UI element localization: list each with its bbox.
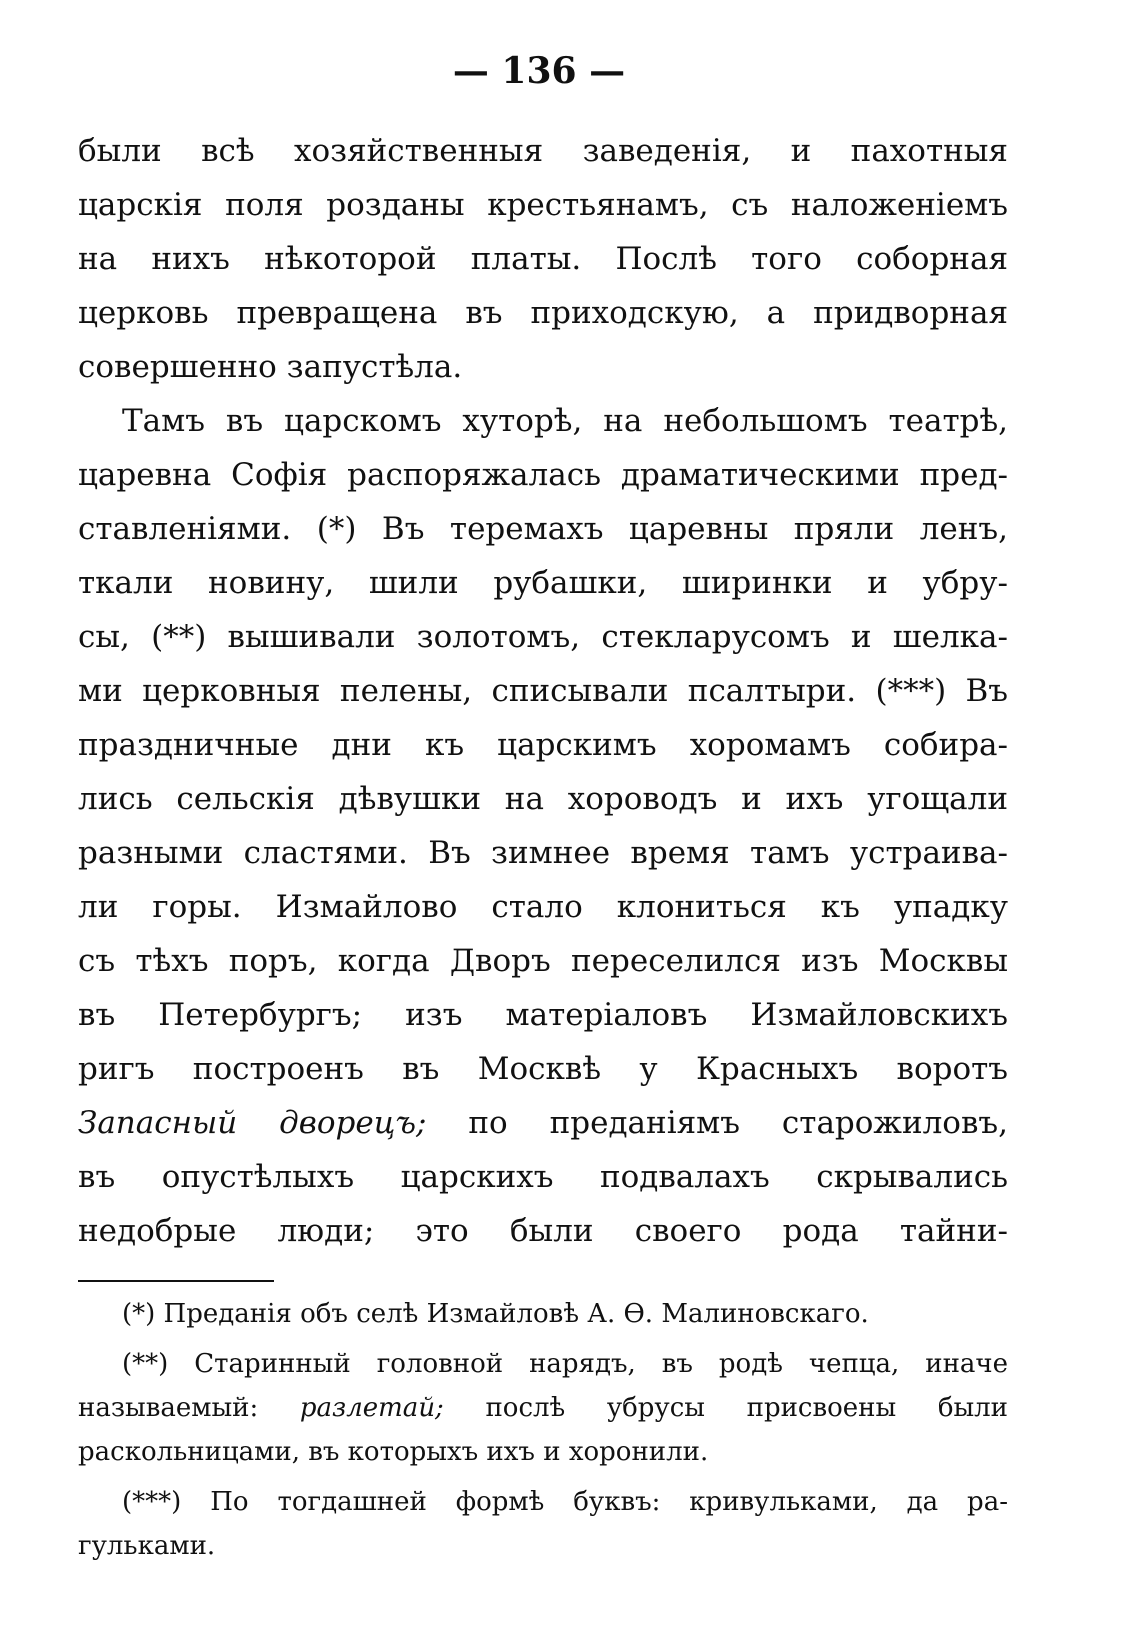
text-fragment: послѣ убрусы присвоены были <box>485 1393 1008 1423</box>
text-line: недобрые люди; это были своего рода тайни- <box>78 1213 1008 1249</box>
text-line: церковь превращена въ приходскую, а придворная <box>78 295 1008 331</box>
text-line: ставленіями. (*) Въ теремахъ царевны пряли ленъ, <box>78 511 1008 547</box>
text-line: были всѣ хозяйственныя заведенія, и пахотныя <box>78 133 1008 169</box>
text-line: ткали новину, шили рубашки, ширинки и убру- <box>78 565 1008 601</box>
text-line: въ опустѣлыхъ царскихъ подвалахъ скрывались <box>78 1159 1008 1195</box>
footnote-rule <box>78 1280 274 1282</box>
book-page <box>78 40 1008 1620</box>
text-fragment: по преданіямъ старожиловъ, <box>468 1105 1008 1141</box>
text-line: лись сельскія дѣвушки на хороводъ и ихъ угощали <box>78 781 1008 817</box>
text-line: царскія поля розданы крестьянамъ, съ наложеніемъ <box>78 187 1008 223</box>
footnote-1: (*) Преданія объ селѣ Измайловѣ А. Ѳ. Малиновскаго. <box>122 1299 869 1329</box>
text-line: царевна Софія распоряжалась драматическими пред- <box>78 457 1008 493</box>
footnote-2-line: раскольницами, въ которыхъ ихъ и хоронили. <box>78 1437 709 1467</box>
text-line: ли горы. Измайлово стало клониться къ упадку <box>78 889 1008 925</box>
footnote-2-line: (**) Старинный головной нарядъ, въ родѣ чепца, иначе <box>122 1349 1008 1379</box>
footnote-3-line: гульками. <box>78 1531 216 1561</box>
main-text <box>78 124 1008 1258</box>
footnote-2-line <box>78 1386 1008 1430</box>
text-line: совершенно запустѣла. <box>78 349 463 385</box>
italic-phrase: Запасный дворецъ; <box>78 1105 427 1141</box>
text-fragment: называемый: <box>78 1393 259 1423</box>
text-line: съ тѣхъ поръ, когда Дворъ переселился изъ Москвы <box>78 943 1008 979</box>
text-line-italic <box>78 1096 1008 1150</box>
text-line: праздничные дни къ царскимъ хоромамъ собира- <box>78 727 1008 763</box>
text-line: сы, (**) вышивали золотомъ, стекларусомъ и шелка- <box>78 619 1008 655</box>
text-line: въ Петербургъ; изъ матеріаловъ Измайловскихъ <box>78 997 1008 1033</box>
text-line: Тамъ въ царскомъ хуторѣ, на небольшомъ театрѣ, <box>122 403 1008 439</box>
footnote-3-line: (***) По тогдашней формѣ буквъ: кривульками, да ра- <box>122 1487 1008 1517</box>
page-number: — 136 — <box>452 50 626 92</box>
footnotes <box>78 1292 1008 1568</box>
text-line: ми церковныя пелены, списывали псалтыри. (***) Въ <box>78 673 1008 709</box>
italic-term: разлетай; <box>299 1393 444 1423</box>
text-line: на нихъ нѣкоторой платы. Послѣ того соборная <box>78 241 1008 277</box>
text-line: ригъ построенъ въ Москвѣ у Красныхъ воротъ <box>78 1051 1008 1087</box>
text-line: разными сластями. Въ зимнее время тамъ устраива- <box>78 835 1008 871</box>
